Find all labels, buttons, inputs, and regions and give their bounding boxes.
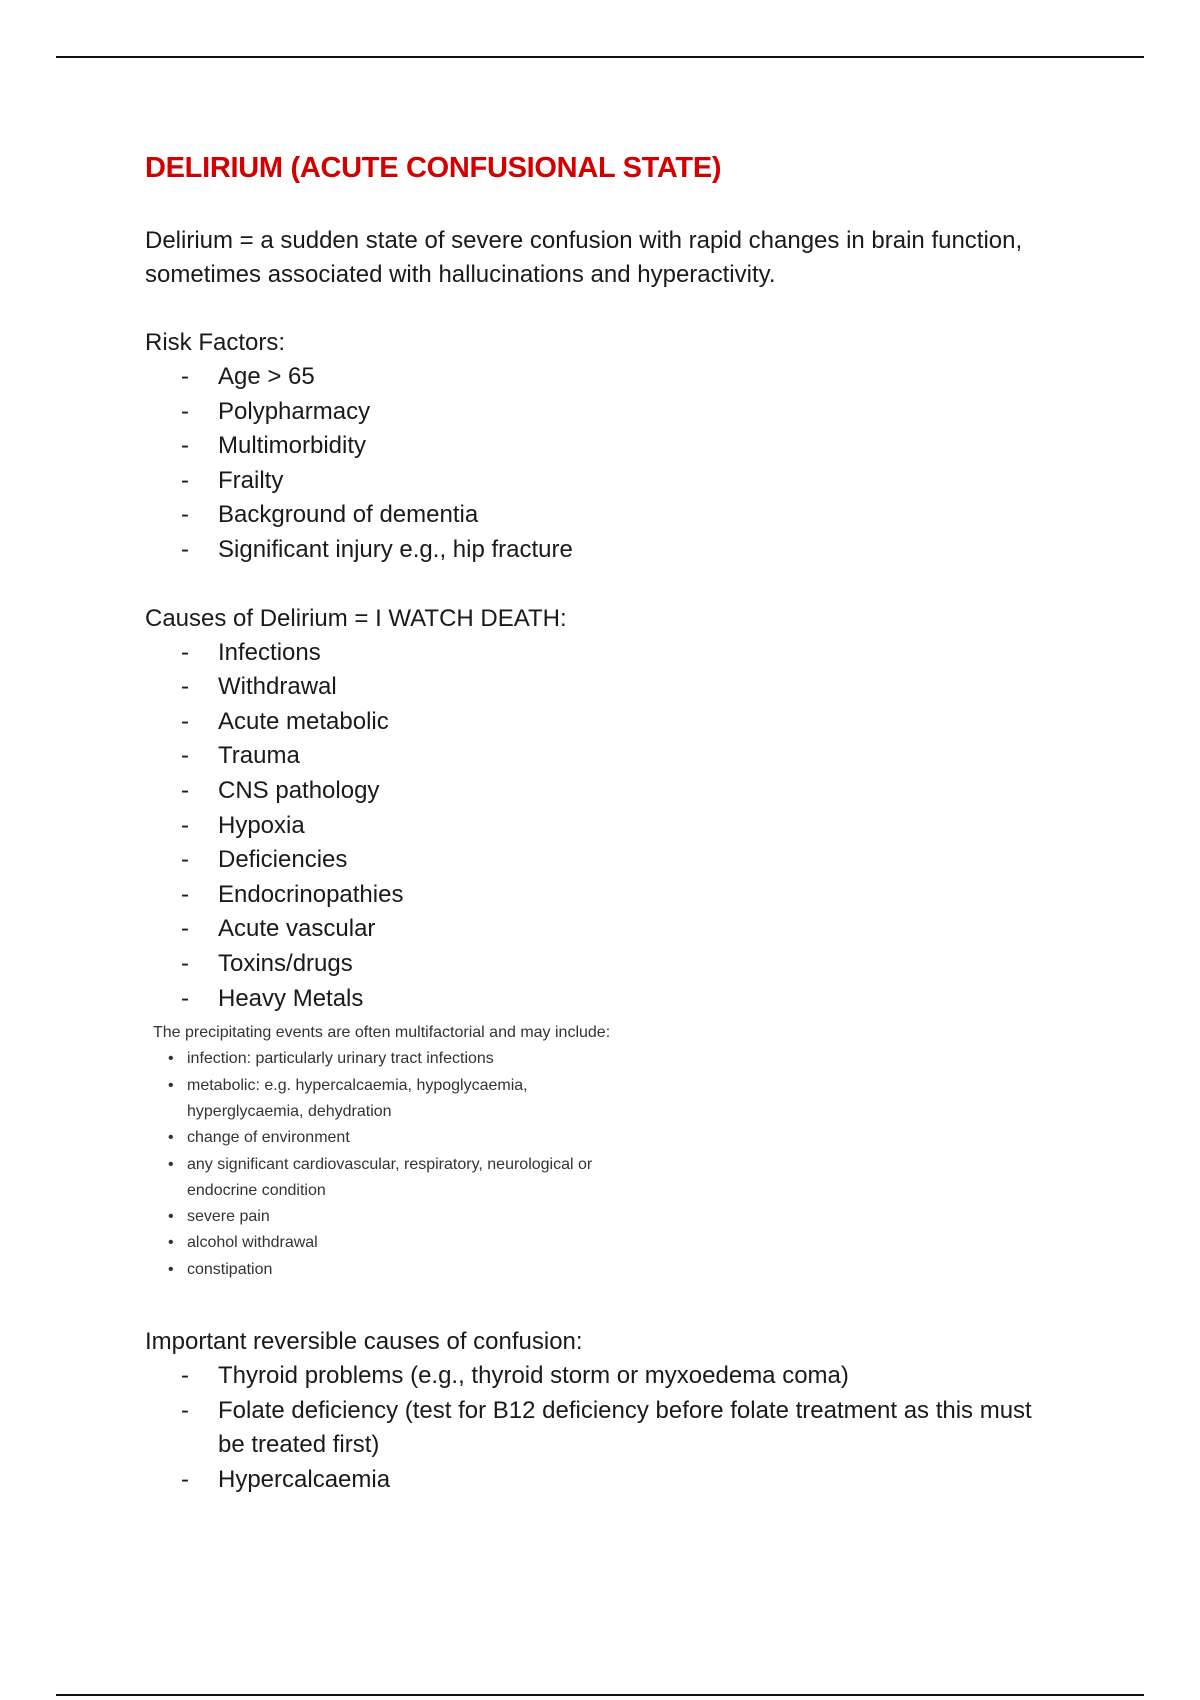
- top-rule: [56, 56, 1144, 58]
- list-item: - Toxins/drugs: [181, 949, 353, 977]
- list-item: - Thyroid problems (e.g., thyroid storm or myxoedema coma): [181, 1362, 849, 1390]
- list-item: • severe pain: [153, 1204, 623, 1230]
- list-item: • infection: particularly urinary tract infections: [153, 1046, 623, 1072]
- list-item: • change of environment: [153, 1125, 623, 1151]
- list-item: • constipation: [153, 1257, 623, 1283]
- reversible-causes-list: [145, 1359, 1065, 1497]
- definition-paragraph: Delirium = a sudden state of severe confusion with rapid changes in brain function, sometimes associated with hallucinations and hyperactivity.: [145, 227, 1023, 288]
- causes-heading: Causes of Delirium = I WATCH DEATH:: [145, 604, 567, 632]
- bottom-rule: [56, 1694, 1144, 1696]
- bullet-icon: •: [168, 1155, 174, 1173]
- bullet-icon: •: [168, 1076, 174, 1094]
- bullet-icon: •: [168, 1208, 174, 1226]
- page-title: DELIRIUM (ACUTE CONFUSIONAL STATE): [145, 152, 722, 184]
- list-item: - Endocrinopathies: [181, 880, 404, 908]
- bullet-icon: •: [168, 1129, 174, 1147]
- list-item: - Acute vascular: [181, 915, 376, 943]
- list-item: - Significant injury e.g., hip fracture: [181, 535, 573, 563]
- list-item: - Heavy Metals: [181, 984, 364, 1012]
- list-item: • alcohol withdrawal: [153, 1230, 623, 1256]
- list-item: - Hypercalcaemia: [181, 1465, 391, 1493]
- list-item: • metabolic: e.g. hypercalcaemia, hypoglycaemia, hyperglycaemia, dehydration: [153, 1073, 623, 1126]
- reversible-causes-heading: Important reversible causes of confusion:: [145, 1328, 583, 1356]
- list-item: - Withdrawal: [181, 673, 337, 701]
- excerpt-list: [153, 1046, 623, 1283]
- excerpt-intro: The precipitating events are often multifactorial and may include:: [153, 1024, 611, 1042]
- list-item: - Infections: [181, 638, 321, 666]
- bullet-icon: •: [168, 1050, 174, 1068]
- list-item: - Age > 65: [181, 363, 315, 390]
- list-item: • any significant cardiovascular, respiratory, neurological or endocrine condition: [153, 1152, 623, 1205]
- list-item: - Background of dementia: [181, 501, 479, 529]
- causes-list: [145, 636, 1065, 1017]
- list-item: - Frailty: [181, 466, 284, 494]
- precipitating-events-excerpt: [153, 1020, 623, 1283]
- list-item: - Folate deficiency (test for B12 deficiency before folate treatment as this must be treated first): [181, 1396, 1032, 1459]
- list-item: - Multimorbidity: [181, 432, 367, 460]
- list-item: - Trauma: [181, 742, 300, 770]
- list-item: - Hypoxia: [181, 811, 305, 839]
- list-item: - Deficiencies: [181, 846, 348, 874]
- bullet-icon: •: [168, 1260, 174, 1278]
- risk-factors-heading: Risk Factors:: [145, 329, 286, 356]
- bullet-icon: •: [168, 1234, 174, 1252]
- document-body: [145, 148, 1065, 1497]
- risk-factors-list: [145, 360, 1065, 568]
- list-item: - Acute metabolic: [181, 707, 389, 735]
- list-item: - Polypharmacy: [181, 397, 371, 425]
- list-item: - CNS pathology: [181, 776, 380, 804]
